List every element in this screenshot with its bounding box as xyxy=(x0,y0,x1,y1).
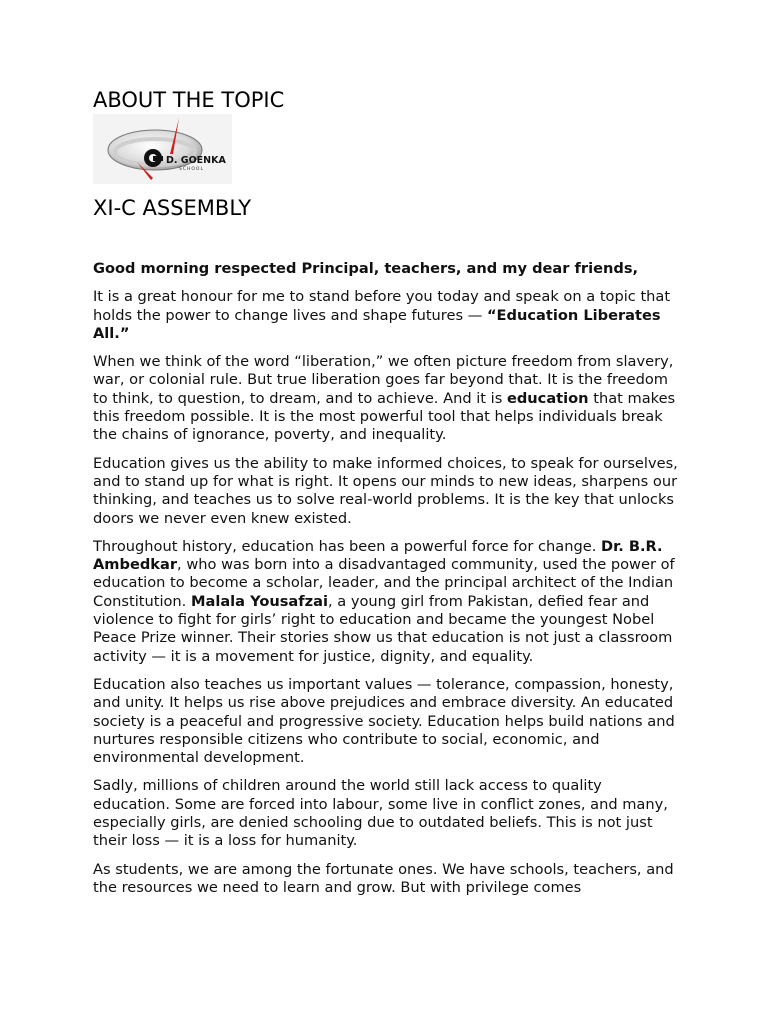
greeting-text: Good morning respected Principal, teachers, and my dear friends, xyxy=(93,260,639,277)
logo-text-sub: SCHOOL xyxy=(179,167,204,172)
paragraph-4-text-b: , who was born into a disadvantaged community, used the power of education to become a scholar, leader, and the principal architect of the Indian Constitution. xyxy=(93,556,675,610)
paragraph-4 xyxy=(93,538,683,666)
malala-bold: Malala Yousafzai xyxy=(190,592,328,610)
paragraph-5: Education also teaches us important values — tolerance, compassion, honesty, and unity. It helps us rise above prejudices and embrace diversity. An educated society is a peaceful and progressive society. Education helps build nations and nurtures responsible citizens who contribute to social, economic, and environmental development. xyxy=(93,675,675,767)
assembly-heading: XI-C ASSEMBLY xyxy=(93,196,252,220)
paragraph-7: As students, we are among the fortunate ones. We have schools, teachers, and the resources we need to learn and grow. But with privilege comes xyxy=(93,860,674,896)
topic-title-bold: “Education Liberates All.” xyxy=(93,306,661,342)
speech-body xyxy=(93,260,683,907)
goenka-school-logo-icon xyxy=(93,114,232,184)
paragraph-6: Sadly, millions of children around the world still lack access to quality education. Some are forced into labour, some live in conflict zones, and many, especially girls, are denied schooling due to outdated beliefs. This is not just their loss — it is a loss for humanity. xyxy=(93,777,668,850)
paragraph-2-text-a: When we think of the word “liberation,” we often picture freedom from slavery, war, or colonial rule. But true liberation goes far beyond that. It is the freedom to think, to question, to dream, and to achieve. And it is xyxy=(93,353,674,407)
paragraph-2 xyxy=(93,353,683,444)
paragraph-1 xyxy=(93,288,683,343)
ambedkar-bold: Dr. B.R. Ambedkar xyxy=(93,537,663,574)
greeting-paragraph xyxy=(93,260,683,278)
paragraph-4-text-c: , a young girl from Pakistan, defied fear and violence to fight for girls’ right to education and became the youngest Nobel Peace Prize winner. Their stories show us that education is not just a classroom activity — it is a movement for justice, dignity, and equality. xyxy=(93,592,673,665)
paragraph-3: Education gives us the ability to make informed choices, to speak for ourselves, and to stand up for what is right. It opens our minds to new ideas, sharpens our thinking, and teaches us to solve real-world problems. It is the key that unlocks doors we never even knew existed. xyxy=(93,454,678,527)
paragraph-2-text-b: that makes this freedom possible. It is the most powerful tool that helps individuals break the chains of ignorance, poverty, and inequality. xyxy=(93,389,676,444)
school-logo xyxy=(93,114,232,184)
paragraph-1-text: It is a great honour for me to stand before you today and speak on a topic that holds the power to change lives and shape futures — xyxy=(93,288,671,324)
paragraph-2-bold: education xyxy=(506,389,589,407)
paragraph-4-text-a: Throughout history, education has been a powerful force for change. xyxy=(93,537,601,555)
logo-text-main: D. GOENKA xyxy=(166,155,226,166)
topic-heading: ABOUT THE TOPIC xyxy=(93,88,285,112)
